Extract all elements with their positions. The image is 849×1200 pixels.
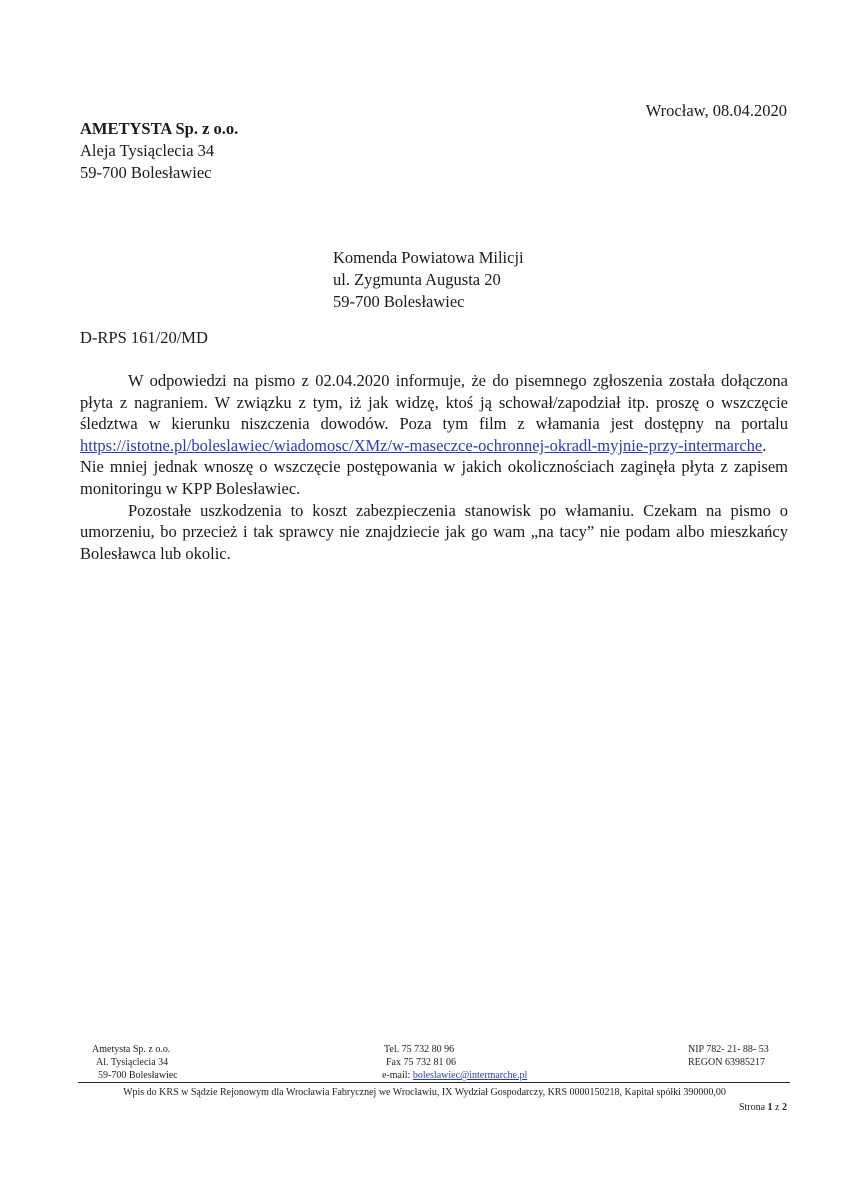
page-sep: z: [772, 1102, 782, 1113]
page-label: Strona: [738, 1102, 768, 1113]
footer-company-name: Ametysta Sp. z o.o.: [92, 1044, 171, 1055]
recipient-address: [333, 247, 524, 313]
sender-city: 59-700 Bolesławiec: [80, 163, 212, 182]
paragraph-2: Pozostałe uszkodzenia to koszt zabezpieczenia stanowisk po włamaniu. Czekam na pismo o umorzeniu, bo przecież i tak sprawcy nie znajdziecie jak go wam „na tacy” nie podam albo mieszkańcy Bolesławca lub okolic.: [80, 500, 788, 563]
sender-street: Aleja Tysiąclecia 34: [80, 141, 215, 160]
page-total: 2: [782, 1102, 787, 1113]
footer-email-row: [382, 1069, 527, 1082]
place-date: Wrocław, 08.04.2020: [645, 101, 787, 120]
paragraph-1-text: W odpowiedzi na pismo z 02.04.2020 informuje, że do pisemnego zgłoszenia została dołączona płyta z nagraniem. W związku z tym, iż jak widzę, ktoś ją schował/zapodział itp. proszę o wszczęcie śledztwa w kierunku niszczenia dowodów. Poza tym film z włamania jest dostępny na portalu: [80, 371, 788, 434]
footer-regon: REGON 63985217: [688, 1057, 765, 1068]
letter-body: [80, 370, 788, 564]
footer-contact: [384, 1043, 527, 1082]
paragraph-1-text-end: . Nie mniej jednak wnoszę o wszczęcie postępowania w jakich okolicznościach zaginęła płyta z zapisem monitoringu w KPP Bolesławiec.: [80, 435, 788, 498]
sender-address: [80, 118, 238, 184]
footer-tel: Tel. 75 732 80 96: [384, 1044, 455, 1055]
news-article-link[interactable]: https://istotne.pl/boleslawiec/wiadomosc/XMz/w-maseczce-ochronnej-okradl-myjnie-przy-intermarche: [80, 435, 763, 455]
footer-company: [92, 1043, 178, 1082]
recipient-street: ul. Zygmunta Augusta 20: [333, 270, 501, 289]
footer-email-label: e-mail:: [382, 1070, 413, 1081]
footer-email-link[interactable]: boleslawiec@intermarche.pl: [412, 1070, 528, 1081]
footer-divider: [78, 1082, 790, 1083]
recipient-name: Komenda Powiatowa Milicji: [333, 248, 524, 267]
footer-nip: NIP 782- 21- 88- 53: [688, 1044, 769, 1055]
page-current: 1: [767, 1102, 773, 1113]
footer-ids: [688, 1043, 769, 1069]
paragraph-1: [80, 370, 788, 500]
footer-company-street: Al. Tysiąclecia 34: [96, 1057, 169, 1068]
recipient-city: 59-700 Bolesławiec: [333, 292, 465, 311]
footer-krs: Wpis do KRS w Sądzie Rejonowym dla Wrocławia Fabrycznej we Wrocławiu, IX Wydział Gospodarczy, KRS 0000150218, Kapitał spółki 390000,00: [123, 1087, 726, 1098]
reference-number: D-RPS 161/20/MD: [80, 328, 208, 347]
footer-fax: Fax 75 732 81 06: [386, 1057, 456, 1068]
sender-name: AMETYSTA Sp. z o.o.: [80, 119, 239, 138]
page-number: [739, 1102, 787, 1113]
footer-company-city: 59-700 Bolesławiec: [98, 1070, 178, 1081]
